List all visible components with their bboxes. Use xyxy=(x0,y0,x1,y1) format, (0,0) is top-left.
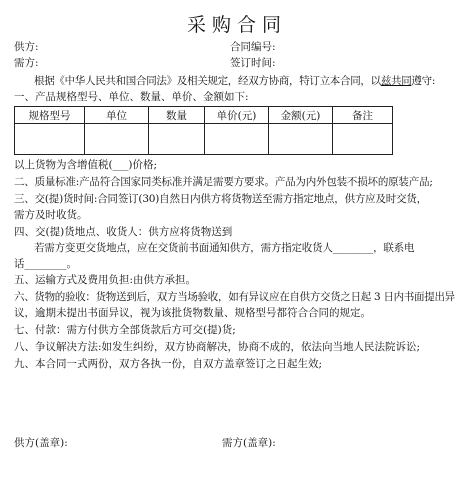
column-header-quantity: 数量 xyxy=(149,107,205,124)
table-cell[interactable] xyxy=(333,124,393,155)
supplier-label: 供方: xyxy=(14,41,39,53)
contract-title: 采购合同 xyxy=(186,14,287,36)
table-cell[interactable] xyxy=(149,124,205,155)
clause-4-line-2: 若需方变更交货地点，应在交货前书面通知供方，需方指定收货人________，联系电 xyxy=(34,242,415,254)
column-header-unit-price: 单价(元) xyxy=(205,107,269,124)
clause-5: 五、运输方式及费用负担:由供方承担。 xyxy=(14,274,197,286)
clause-7: 七、付款：需方付供方全部货款后方可交(提)货; xyxy=(14,324,236,336)
clause-6-line-2: 议，逾期未提出书面异议，视为该批货物数量、规格型号都符合合同的规定。 xyxy=(14,307,371,319)
intro-paragraph xyxy=(34,74,435,88)
column-header-remarks: 备注 xyxy=(333,107,393,124)
sign-time-label: 签订时间: xyxy=(230,57,276,69)
clause-9: 九、本合同一式两份，双方各执一份，自双方盖章签订之日起生效; xyxy=(14,358,323,370)
clause-4-line-3: 话________。 xyxy=(14,258,77,270)
supplier-seal-label: 供方(盖章): xyxy=(14,437,68,449)
table-cell[interactable] xyxy=(205,124,269,155)
column-header-unit: 单位 xyxy=(85,107,149,124)
intro-underlined: 兹共同 xyxy=(380,75,412,87)
intro-text-before: 根据《中华人民共和国合同法》及相关规定，经双方协商，特订立本合同，以 xyxy=(34,75,381,87)
column-header-spec: 规格型号 xyxy=(15,107,85,124)
intro-text-after: 遵守: xyxy=(411,75,436,87)
clause-3-line-1: 三、交(提)货时间:合同签订(30)自然日内供方将货物送至需方指定地点，供方应及时交货， xyxy=(14,193,427,205)
buyer-label: 需方: xyxy=(14,57,39,69)
table-cell[interactable] xyxy=(15,124,85,155)
product-spec-table xyxy=(14,106,393,155)
clause-3-line-2: 需方及时收货。 xyxy=(14,209,88,221)
tax-note: 以上货物为含增值税(___)价格; xyxy=(14,159,157,171)
table-row xyxy=(15,124,393,155)
table-cell[interactable] xyxy=(269,124,333,155)
buyer-seal-label: 需方(盖章): xyxy=(222,437,276,449)
table-header-row xyxy=(15,107,393,124)
table-cell[interactable] xyxy=(85,124,149,155)
clause-6-line-1: 六、货物的验收：货物送到后，双方当场验收，如有异议应在自供方交货之日起 3 日内书面提出异 xyxy=(14,291,455,303)
clause-2: 二、质量标准:产品符合国家同类标准并满足需要方要求。产品为内外包装不损坏的原装产品; xyxy=(14,176,433,188)
column-header-amount: 金额(元) xyxy=(269,107,333,124)
contract-number-label: 合同编号: xyxy=(230,41,276,53)
clause-4-line-1: 四、交(提)货地点、收货人：供方应将货物送到 xyxy=(14,226,233,238)
clause-8: 八、争议解决方法:如发生纠纷，双方协商解决，协商不成的，依法向当地人民法院诉讼; xyxy=(14,341,421,353)
clause-1-heading: 一、产品规格型号、单位、数量、单价、金额如下: xyxy=(14,91,249,103)
